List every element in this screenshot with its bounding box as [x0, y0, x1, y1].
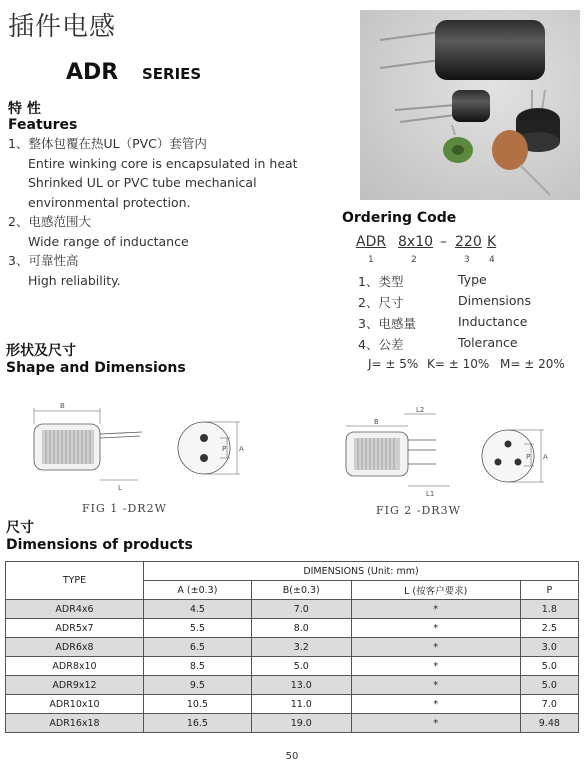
cell-type: ADR10x10 — [6, 695, 144, 714]
cell-type: ADR8x10 — [6, 657, 144, 676]
ordering-part-inductance: 220 — [455, 234, 482, 250]
fig2-label-a: A — [543, 453, 548, 461]
ordering-code-heading: Ordering Code — [342, 210, 457, 226]
ordering-num-3: 3 — [464, 255, 470, 265]
ordering-legend-cn: 4、公差 — [358, 337, 404, 352]
shape-heading-en: Shape and Dimensions — [6, 360, 186, 376]
fig1-label-a: A — [239, 445, 244, 453]
fig2-label-b: B — [374, 418, 379, 426]
cell-type: ADR4x6 — [6, 600, 144, 619]
fig1-drawing — [22, 396, 252, 496]
cell-l: * — [351, 638, 520, 657]
series-code: ADR — [66, 60, 119, 85]
cell-a: 10.5 — [144, 695, 252, 714]
tolerance-m: M= ± 20% — [500, 357, 565, 371]
cell-a: 4.5 — [144, 600, 252, 619]
cell-type: ADR5x7 — [6, 619, 144, 638]
feature-2-en: Wide range of inductance — [28, 233, 189, 249]
inductor-photo-illustration — [360, 10, 580, 200]
table-row — [6, 676, 579, 695]
cell-b: 13.0 — [251, 676, 351, 695]
table-row — [6, 714, 579, 733]
table-row — [6, 695, 579, 714]
shape-heading-cn: 形状及尺寸 — [6, 343, 76, 359]
column-header-b: B(±0.3) — [251, 581, 351, 600]
ordering-legend-en: Inductance — [458, 314, 528, 329]
fig1-caption: FIG 1 -DR2W — [82, 502, 167, 515]
cell-a: 9.5 — [144, 676, 252, 695]
type-column-header: TYPE — [6, 562, 144, 600]
tolerance-k: K= ± 10% — [427, 357, 490, 371]
ordering-num-1: 1 — [368, 255, 374, 265]
ordering-part-type: ADR — [356, 234, 387, 250]
fig2-label-p: P — [526, 453, 531, 461]
fig2-drawing — [338, 404, 568, 504]
features-heading-en: Features — [8, 117, 78, 133]
cell-b: 5.0 — [251, 657, 351, 676]
fig2-caption: FIG 2 -DR3W — [376, 504, 461, 517]
cell-type: ADR6x8 — [6, 638, 144, 657]
cell-p: 5.0 — [520, 676, 578, 695]
ordering-part-dimensions: 8x10 — [398, 234, 434, 250]
cell-p: 1.8 — [520, 600, 578, 619]
cell-a: 5.5 — [144, 619, 252, 638]
fig1-label-l: L — [118, 484, 122, 492]
feature-3-en: High reliability. — [28, 272, 121, 288]
cell-a: 6.5 — [144, 638, 252, 657]
feature-1-en-line2: Shrinked UL or PVC tube mechanical — [28, 175, 257, 190]
cell-p: 3.0 — [520, 638, 578, 657]
cell-b: 11.0 — [251, 695, 351, 714]
product-photo — [360, 10, 580, 200]
cell-type: ADR16x18 — [6, 714, 144, 733]
ordering-legend-row — [358, 314, 531, 335]
cell-l: * — [351, 676, 520, 695]
cell-b: 8.0 — [251, 619, 351, 638]
fig1-label-b: B — [60, 402, 65, 410]
column-header-l: L (按客户要求) — [351, 581, 520, 600]
dimensions-heading-cn: 尺寸 — [6, 520, 34, 536]
ordering-num-2: 2 — [411, 255, 417, 265]
cell-b: 7.0 — [251, 600, 351, 619]
ordering-num-4: 4 — [489, 255, 495, 265]
cell-p: 5.0 — [520, 657, 578, 676]
fig1-label-p: P — [222, 445, 227, 453]
feature-3-cn: 3、可靠性高 — [8, 253, 79, 268]
feature-1-en-line3: environmental protection. — [28, 194, 191, 210]
features-list — [8, 134, 298, 290]
feature-1-en-line1: Entire winking core is encapsulated in heat — [28, 155, 298, 171]
feature-2-cn: 2、电感范围大 — [8, 214, 91, 229]
dimensions-table — [5, 561, 579, 733]
table-row — [6, 600, 579, 619]
dimensions-heading-en: Dimensions of products — [6, 537, 193, 553]
table-row — [6, 657, 579, 676]
cell-l: * — [351, 619, 520, 638]
column-header-a: A (±0.3) — [144, 581, 252, 600]
cell-p: 2.5 — [520, 619, 578, 638]
cell-a: 16.5 — [144, 714, 252, 733]
column-header-p: P — [520, 581, 578, 600]
page-number: 50 — [285, 751, 299, 762]
ordering-legend-en: Tolerance — [458, 335, 518, 350]
cell-l: * — [351, 657, 520, 676]
ordering-legend-row — [358, 272, 531, 293]
cell-l: * — [351, 600, 520, 619]
cell-p: 9.48 — [520, 714, 578, 733]
features-heading-cn: 特 性 — [8, 101, 41, 117]
table-row — [6, 619, 579, 638]
ordering-legend-en: Type — [458, 272, 487, 287]
ordering-legend-en: Dimensions — [458, 293, 531, 308]
cell-b: 3.2 — [251, 638, 351, 657]
ordering-legend-cn: 1、类型 — [358, 274, 404, 289]
cell-b: 19.0 — [251, 714, 351, 733]
ordering-legend-cn: 3、电感量 — [358, 316, 416, 331]
cell-l: * — [351, 714, 520, 733]
ordering-legend-cn: 2、尺寸 — [358, 295, 404, 310]
ordering-legend — [358, 272, 531, 356]
feature-1-cn: 1、整体包覆在热UL（PVC）套管内 — [8, 136, 207, 151]
cell-a: 8.5 — [144, 657, 252, 676]
cell-p: 7.0 — [520, 695, 578, 714]
ordering-part-tolerance: K — [487, 234, 497, 250]
table-header-row — [6, 562, 579, 581]
ordering-legend-row — [358, 293, 531, 314]
cell-l: * — [351, 695, 520, 714]
page-title: 插件电感 — [8, 12, 117, 42]
series-word: SERIES — [142, 65, 202, 83]
dimensions-group-header: DIMENSIONS (Unit: mm) — [144, 562, 579, 581]
fig2-label-l2: L2 — [416, 406, 425, 414]
cell-type: ADR9x12 — [6, 676, 144, 695]
ordering-dash: – — [440, 234, 447, 250]
table-row — [6, 638, 579, 657]
fig2-label-l1: L1 — [426, 490, 435, 498]
tolerance-j: J= ± 5% — [368, 357, 419, 371]
ordering-legend-row — [358, 335, 531, 356]
